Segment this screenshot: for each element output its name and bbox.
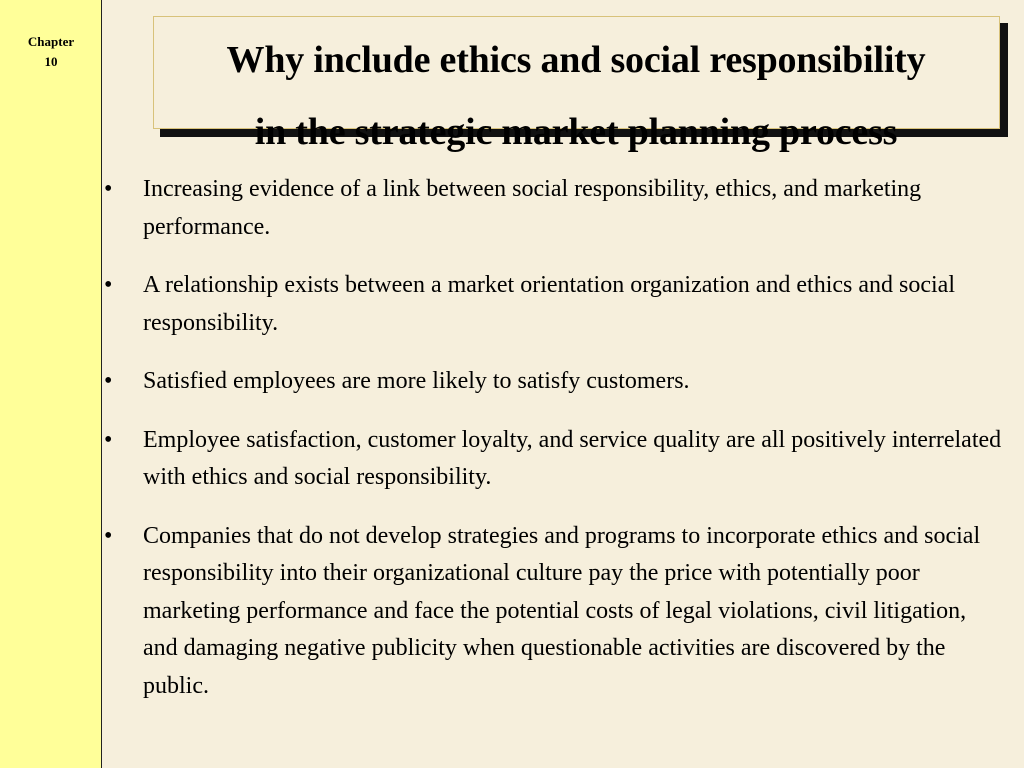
bullet-text: Employee satisfaction, customer loyalty, and service quality are all positively interrelated with ethics and social responsibility. xyxy=(143,426,1002,490)
slide-title xyxy=(150,24,1002,152)
bullet-text: Satisfied employees are more likely to satisfy customers. xyxy=(143,368,690,394)
chapter-number: 10 xyxy=(44,54,58,69)
chapter-word: Chapter xyxy=(27,34,75,49)
chapter-label xyxy=(0,32,102,72)
bullet-text: Increasing evidence of a link between social responsibility, ethics, and marketing performance. xyxy=(143,176,922,240)
bullet-dot-icon: • xyxy=(104,522,113,549)
bullet-item xyxy=(104,518,1004,706)
bullet-dot-icon: • xyxy=(104,426,113,453)
bullet-list xyxy=(104,171,1004,726)
bullet-text: A relationship exists between a market orientation organization and ethics and social responsibility. xyxy=(143,272,955,336)
bullet-item xyxy=(104,171,1004,246)
bullet-dot-icon: • xyxy=(104,368,113,394)
bullet-dot-icon: • xyxy=(104,272,113,298)
chapter-sidebar xyxy=(0,0,102,768)
slide-title-line-1: Why include ethics and social responsibility xyxy=(226,39,926,81)
bullet-item xyxy=(104,267,1004,342)
slide-title-line-2: in the strategic market planning process xyxy=(254,111,898,152)
bullet-item xyxy=(104,363,1004,401)
bullet-dot-icon: • xyxy=(104,176,113,202)
bullet-text: Companies that do not develop strategies and programs to incorporate ethics and social responsibility into their organizational culture pay the price with potentially poor marketing performance and face the potential costs of legal violations, civil litigation, and damaging negative publicity when questionable activities are discovered by the public. xyxy=(143,522,981,699)
bullet-item xyxy=(104,422,1004,497)
